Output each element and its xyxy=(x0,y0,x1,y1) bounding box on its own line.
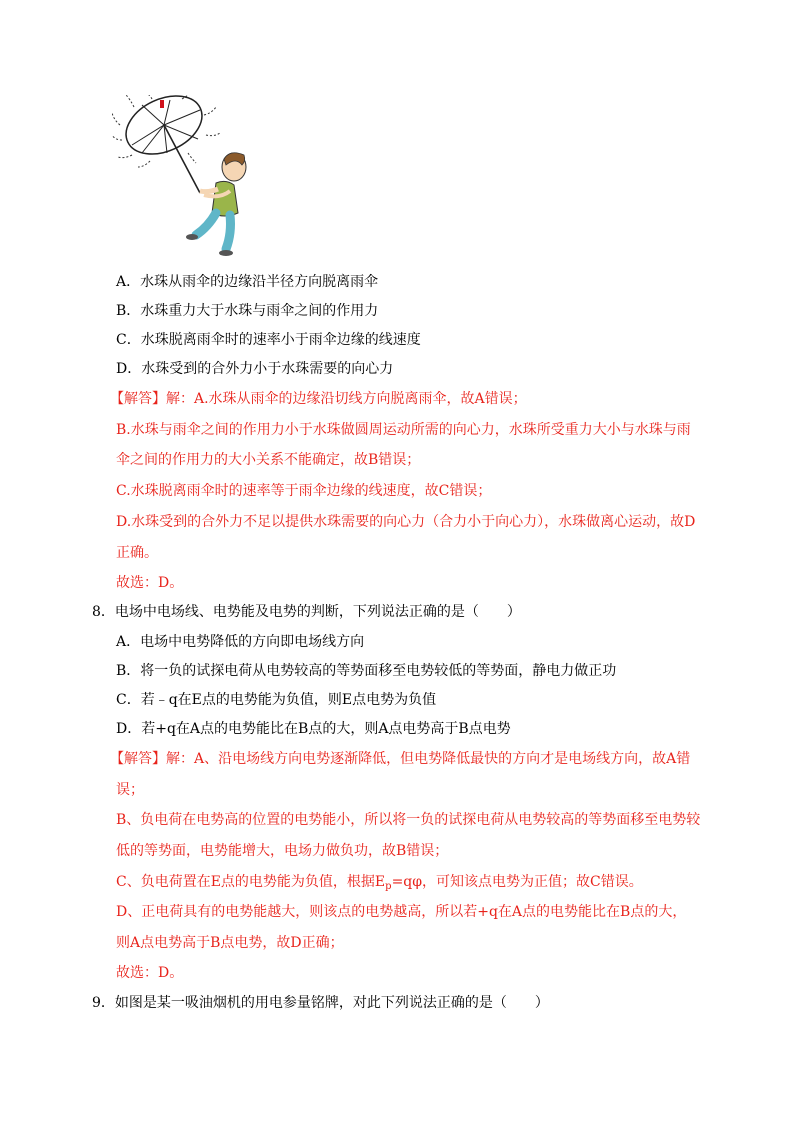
q8-answer-line-5 xyxy=(116,872,643,897)
q8-answer-line-1 xyxy=(110,749,690,769)
q9-stem: 9．如图是某一吸油烟机的用电参量铭牌，对此下列说法正确的是（ ） xyxy=(92,995,549,1011)
q8-option-a: A．电场中电势降低的方向即电场线方向 xyxy=(116,634,365,650)
answer-tag: 【解答】 xyxy=(110,751,166,767)
q7-answer-line-3: 伞之间的作用力的大小关系不能确定，故B错误； xyxy=(116,452,421,468)
q8-answer-line-2: 误； xyxy=(116,782,144,798)
q8-answer-line-3: B、负电荷在电势高的位置的电势能小，所以将一负的试探电荷从电势较高的等势面移至电势较 xyxy=(116,812,701,828)
answer-text-pre: C、负电荷置在E点的电势能为负值，根据E xyxy=(116,874,386,890)
answer-text: 解：A.水珠从雨伞的边缘沿切线方向脱离雨伞，故A错误； xyxy=(166,391,527,407)
q7-option-c: C．水珠脱离雨伞时的速率小于雨伞边缘的线速度 xyxy=(116,332,421,348)
q8-answer-line-8: 故选：D。 xyxy=(116,965,184,981)
q7-option-b: B．水珠重力大于水珠与雨伞之间的作用力 xyxy=(116,303,379,319)
q7-answer-line-2: B.水珠与雨伞之间的作用力小于水珠做圆周运动所需的向心力，水珠所受重力大小与水珠与雨 xyxy=(116,422,691,438)
q8-answer-line-7: 则A点电势高于B点电势，故D正确； xyxy=(116,935,344,951)
q7-option-d: D．水珠受到的合外力小于水珠需要的向心力 xyxy=(116,361,394,377)
q7-option-a: A．水珠从雨伞的边缘沿半径方向脱离雨伞 xyxy=(116,274,379,290)
q8-stem: 8．电场中电场线、电势能及电势的判断，下列说法正确的是（ ） xyxy=(92,604,521,620)
q8-answer-line-6: D、正电荷具有的电势能越大，则该点的电势越高，所以若+q在A点的电势能比在B点的大， xyxy=(116,904,687,920)
answer-tag: 【解答】 xyxy=(110,391,166,407)
answer-text-post: =qφ，可知该点电势为正值；故C错误。 xyxy=(391,874,643,890)
umbrella-spinning-illustration xyxy=(112,95,252,260)
q7-answer-line-7: 故选：D。 xyxy=(116,575,184,591)
q7-answer-line-6: 正确。 xyxy=(116,545,158,561)
q8-option-c: C．若﹣q在E点的电势能为负值，则E点电势为负值 xyxy=(116,692,437,708)
q8-answer-line-4: 低的等势面，电势能增大，电场力做负功，故B错误； xyxy=(116,843,449,859)
answer-text: 解：A、沿电场线方向电势逐渐降低，但电势降低最快的方向才是电场线方向，故A错 xyxy=(166,751,691,767)
q8-option-d: D．若+q在A点的电势能比在B点的大，则A点电势高于B点电势 xyxy=(116,721,511,737)
q7-answer-line-1 xyxy=(110,389,527,409)
q7-answer-line-5: D.水珠受到的合外力不足以提供水珠需要的向心力（合力小于向心力），水珠做离心运动，故D xyxy=(116,514,696,530)
subscript-p: p xyxy=(385,881,392,892)
q8-option-b: B．将一负的试探电荷从电势较高的等势面移至电势较低的等势面，静电力做正功 xyxy=(116,663,617,679)
q7-answer-line-4: C.水珠脱离雨伞时的速率等于雨伞边缘的线速度，故C错误； xyxy=(116,483,492,499)
